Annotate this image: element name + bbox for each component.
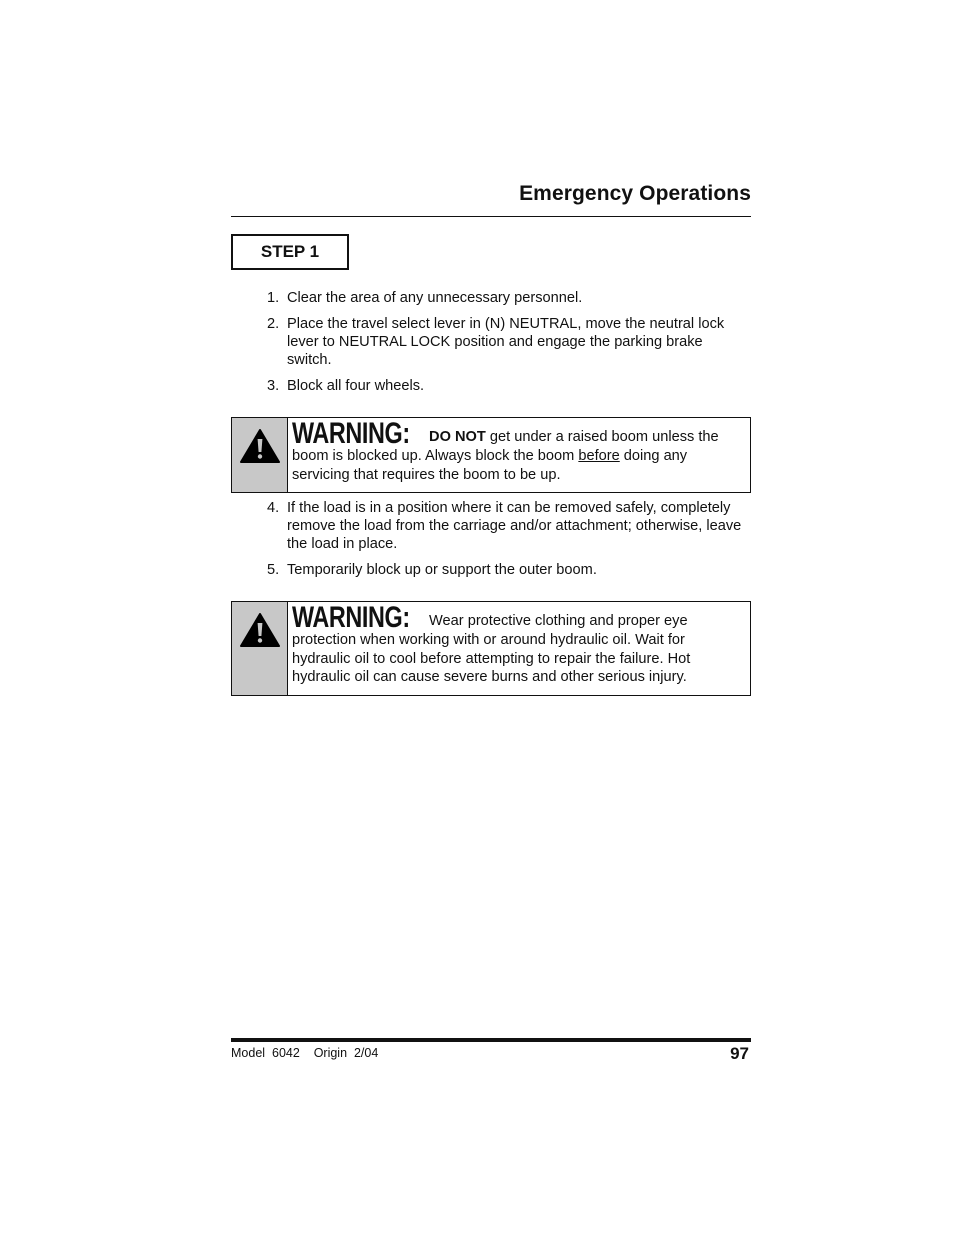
warning-triangle-icon — [239, 428, 281, 464]
footer-model-info: Model 6042 Origin 2/04 — [231, 1046, 379, 1060]
page-number: 97 — [730, 1044, 749, 1063]
warning-emphasis: DO NOT — [429, 429, 486, 445]
list-item-text: If the load is in a position where it can be removed safely, completely remove the load from the carriage and/or attachment; otherwise, leave the load in place. — [287, 500, 742, 552]
list-item-number: 4. — [267, 500, 280, 516]
list-item — [231, 289, 751, 307]
warning-text: Wear protective clothing and proper eye protection when working with or around hydraulic oil. Wait for hydraulic oil to cool before attempting to repair the failure. Hot hydraulic oil can cause severe burns and other serious injury. — [292, 613, 691, 685]
list-item-number: 5. — [267, 562, 280, 578]
list-item-text: Place the travel select lever in (N) NEUTRAL, move the neutral lock lever to NEUTRAL LOCK position and engage the parking brake switch. — [287, 316, 725, 368]
warning-label: WARNING: — [292, 601, 410, 634]
warning-box-hydraulic — [231, 601, 751, 696]
list-item-text: Block all four wheels. — [287, 378, 425, 394]
list-item — [231, 315, 751, 369]
list-item-text: Temporarily block up or support the outer boom. — [287, 562, 597, 578]
page-title: Emergency Operations — [519, 182, 751, 205]
list-item — [231, 377, 751, 395]
list-item — [231, 499, 751, 553]
warning-triangle-icon — [239, 612, 281, 648]
list-item-text: Clear the area of any unnecessary personnel. — [287, 290, 583, 306]
warning-text: get under a raised boom unless the boom is blocked up. Always block the boom — [292, 429, 719, 464]
step-label: STEP 1 — [231, 234, 349, 270]
footer-divider — [231, 1038, 751, 1042]
list-item-number: 3. — [267, 378, 280, 394]
warning-text: doing any servicing that requires the boom to be up. — [292, 448, 688, 483]
warning-label: WARNING: — [292, 417, 410, 450]
instruction-list-b — [231, 499, 751, 587]
title-divider — [231, 216, 751, 217]
instruction-list-a — [231, 289, 751, 403]
list-item-number: 1. — [267, 290, 280, 306]
list-item-number: 2. — [267, 316, 280, 332]
warning-underlined-text: before — [578, 448, 620, 464]
warning-box-boom — [231, 417, 751, 493]
list-item — [231, 561, 751, 579]
